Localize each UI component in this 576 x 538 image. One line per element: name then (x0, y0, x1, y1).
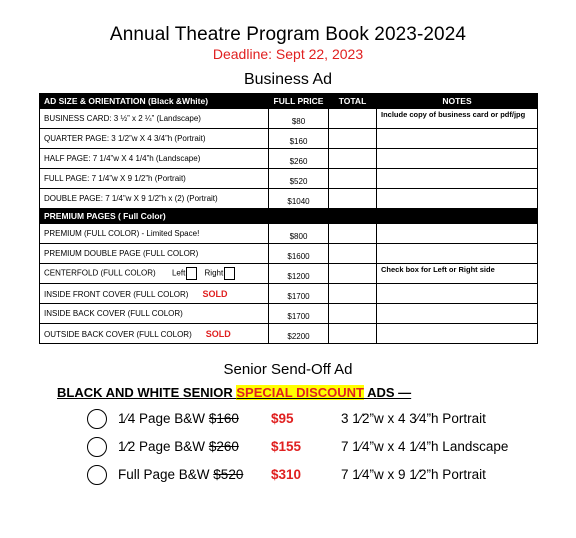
centerfold-row (40, 264, 538, 284)
ad-size-cell (40, 324, 269, 344)
special-discount-highlight: SPECIAL DISCOUNT (236, 385, 364, 400)
discount-price: $95 (271, 411, 294, 426)
notes-cell (377, 169, 538, 189)
table-row (40, 324, 538, 344)
table-row (40, 244, 538, 264)
centerfold-label: CENTERFOLD (FULL COLOR) (44, 268, 156, 278)
price-cell: $1700 (269, 284, 329, 304)
senior-option-quarter[interactable] (87, 409, 537, 431)
page-title: Annual Theatre Program Book 2023-2024 (109, 24, 467, 45)
table-row (40, 109, 538, 129)
option-label: Full Page B&W (118, 467, 214, 482)
sold-badge: SOLD (202, 288, 228, 299)
premium-section-row (40, 209, 538, 224)
option-label: 1⁄2 Page B&W (118, 439, 209, 454)
table-row (40, 189, 538, 209)
total-cell[interactable] (329, 149, 377, 169)
option-dimensions: 7 1⁄4”w x 9 1⁄2”h Portrait (341, 467, 486, 482)
notes-cell: Check box for Left or Right side (377, 264, 538, 284)
notes-cell: Include copy of business card or pdf/jpg (377, 109, 538, 129)
left-side-label: Left (171, 268, 186, 278)
column-header-total: TOTAL (329, 94, 377, 109)
total-cell[interactable] (329, 284, 377, 304)
table-row (40, 129, 538, 149)
column-header-size: AD SIZE & ORIENTATION (Black &White) (40, 94, 269, 109)
radio-quarter-page[interactable] (87, 409, 107, 429)
option-label: 1⁄4 Page B&W (118, 411, 209, 426)
ad-size-cell: QUARTER PAGE: 3 1/2”w X 4 3/4”h (Portrait) (40, 129, 269, 149)
ad-size-cell (40, 284, 269, 304)
price-cell: $2200 (269, 324, 329, 344)
sold-badge: SOLD (205, 328, 231, 339)
senior-discount-heading: BLACK AND WHITE SENIOR SPECIAL DISCOUNT ADS — (57, 385, 412, 400)
ad-size-cell: BUSINESS CARD: 3 ½” x 2 ¼” (Landscape) (40, 109, 269, 129)
radio-full-page[interactable] (87, 465, 107, 485)
price-cell: $1040 (269, 189, 329, 209)
total-cell[interactable] (329, 129, 377, 149)
total-cell[interactable] (329, 304, 377, 324)
option-dimensions: 7 1⁄4”w x 4 1⁄4”h Landscape (341, 439, 509, 454)
notes-cell (377, 149, 538, 169)
ad-size-cell: PREMIUM DOUBLE PAGE (FULL COLOR) (40, 244, 269, 264)
notes-cell (377, 304, 538, 324)
old-price: $160 (208, 411, 239, 426)
total-cell[interactable] (329, 324, 377, 344)
ad-pricing-table (39, 93, 538, 344)
radio-half-page[interactable] (87, 437, 107, 457)
deadline-text: Deadline: Sept 22, 2023 (212, 46, 364, 62)
price-cell: $160 (269, 129, 329, 149)
price-cell: $520 (269, 169, 329, 189)
total-cell[interactable] (329, 109, 377, 129)
total-cell[interactable] (329, 224, 377, 244)
discount-price: $310 (271, 467, 302, 482)
price-cell: $800 (269, 224, 329, 244)
ad-size-cell: FULL PAGE: 7 1/4”w X 9 1/2”h (Portrait) (40, 169, 269, 189)
ad-size-cell: DOUBLE PAGE: 7 1/4”w X 9 1/2”h x (2) (Portrait) (40, 189, 269, 209)
cover-label: INSIDE FRONT COVER (FULL COLOR) (44, 289, 189, 299)
total-cell[interactable] (329, 189, 377, 209)
table-row (40, 169, 538, 189)
ad-size-cell: HALF PAGE: 7 1/4”w X 4 1/4”h (Landscape) (40, 149, 269, 169)
total-cell[interactable] (329, 244, 377, 264)
table-header-row (40, 94, 538, 109)
total-cell[interactable] (329, 169, 377, 189)
notes-cell (377, 324, 538, 344)
price-cell: $260 (269, 149, 329, 169)
ad-size-cell (40, 264, 269, 284)
column-header-notes: NOTES (377, 94, 538, 109)
table-row (40, 224, 538, 244)
ad-size-cell: PREMIUM (FULL COLOR) - Limited Space! (40, 224, 269, 244)
old-price: $520 (213, 467, 244, 482)
senior-ad-heading: Senior Send-Off Ad (223, 361, 353, 378)
ad-size-cell: INSIDE BACK COVER (FULL COLOR) (40, 304, 269, 324)
notes-cell (377, 224, 538, 244)
old-price: $260 (208, 439, 239, 454)
notes-cell (377, 189, 538, 209)
right-side-label: Right (204, 268, 224, 278)
price-cell: $1200 (269, 264, 329, 284)
senior-option-half[interactable] (87, 437, 537, 459)
discount-price: $155 (271, 439, 302, 454)
column-header-price: FULL PRICE (269, 94, 329, 109)
business-ad-heading: Business Ad (243, 71, 333, 88)
price-cell: $1700 (269, 304, 329, 324)
cover-label: OUTSIDE BACK COVER (FULL COLOR) (44, 329, 192, 339)
table-row (40, 304, 538, 324)
left-side-checkbox[interactable] (186, 267, 197, 280)
table-row (40, 284, 538, 304)
table-row (40, 149, 538, 169)
right-side-checkbox[interactable] (224, 267, 235, 280)
price-cell: $1600 (269, 244, 329, 264)
notes-cell (377, 284, 538, 304)
senior-option-full[interactable] (87, 465, 537, 487)
price-cell: $80 (269, 109, 329, 129)
notes-cell (377, 129, 538, 149)
option-dimensions: 3 1⁄2”w x 4 3⁄4”h Portrait (341, 411, 486, 426)
premium-section-label: PREMIUM PAGES ( Full Color) (40, 209, 269, 224)
total-cell[interactable] (329, 264, 377, 284)
notes-cell (377, 244, 538, 264)
